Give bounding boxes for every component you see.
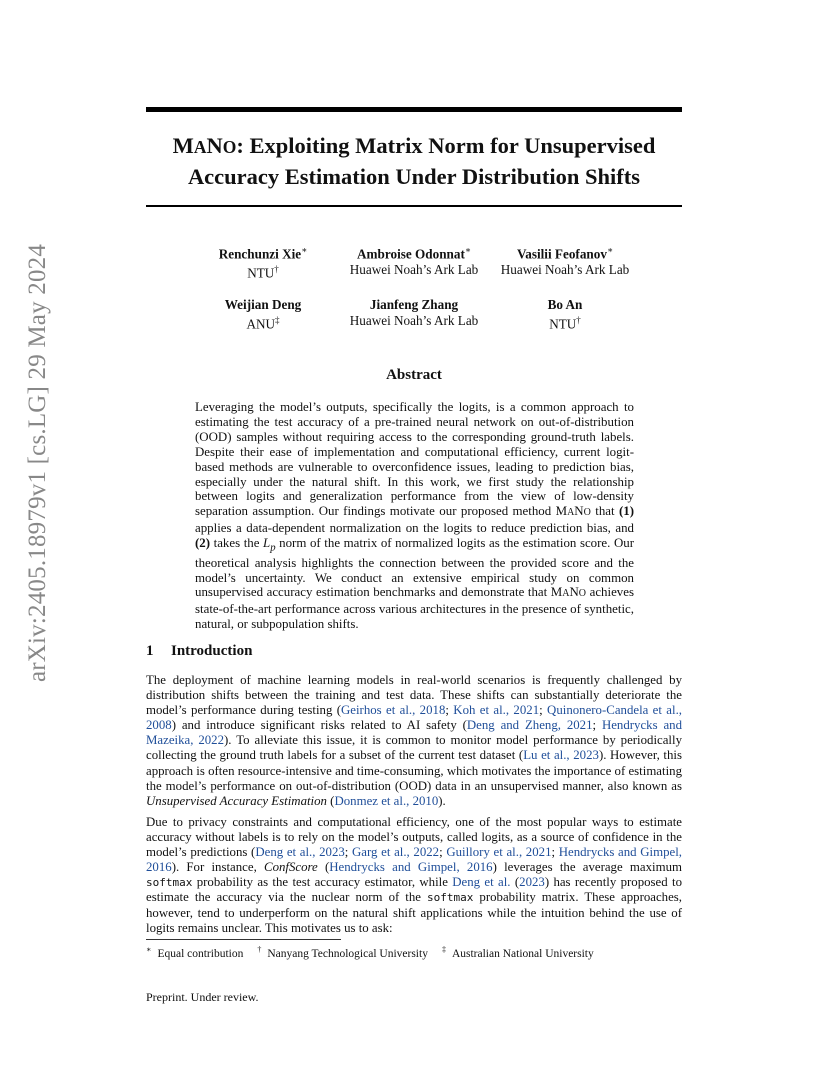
method-letter: N xyxy=(574,504,584,519)
citation-link[interactable]: 2023 xyxy=(519,875,545,890)
citation-link[interactable]: Garg et al., 2022 xyxy=(352,845,440,860)
citation-link[interactable]: Geirhos et al., 2018 xyxy=(341,703,446,718)
body-text: ; xyxy=(551,845,559,860)
body-text: ( xyxy=(317,860,330,875)
intro-paragraph-2 xyxy=(146,815,682,936)
affiliation-mark: ‡ xyxy=(275,314,280,325)
abstract-text: achieves state-of-the-art performance across various architectures in the presence of synthetic, natural, or subpopulation shifts. xyxy=(195,585,634,632)
body-text: ). However, this approach is often resource-intensive and time-consuming, which motivates the importance of estimating the model’s performance on out-of-distribution (OOD) data in an unsupervised manner, also known as xyxy=(146,748,682,793)
title-line2: Accuracy Estimation Under Distribution Shifts xyxy=(187,164,641,189)
body-text: probability matrix. These approaches, however, tend to underperform on the natural shift applications while the intuition behind the use of logits remains unclear. This motivates us to ask: xyxy=(146,890,683,935)
citation-link[interactable]: Koh et al., 2021 xyxy=(453,703,540,718)
body-text: Due to privacy constraints and computational efficiency, one of the most popular ways to estimate accuracy without labels is to rely on the model’s outputs, called logits, as a source of confidence in the model’s predictions ( xyxy=(146,815,682,860)
code-text: softmax xyxy=(427,891,474,905)
abstract-text: that xyxy=(590,504,619,519)
math-symbol: L xyxy=(263,536,271,551)
paper-title xyxy=(146,131,682,191)
preprint-note: Preprint. Under review. xyxy=(146,990,259,1004)
author-affiliation: Huawei Noah’s Ark Lab xyxy=(349,312,479,328)
body-text: ; xyxy=(539,703,548,718)
citation-link[interactable]: Lu et al., 2023 xyxy=(523,748,599,763)
section-number: 1 xyxy=(146,643,154,659)
citation-link[interactable]: Donmez et al., 2010 xyxy=(334,793,439,808)
method-smallcap: O xyxy=(578,588,587,600)
emphasis-text: Unsupervised Accuracy Estimation xyxy=(146,793,327,808)
author-name: Jianfeng Zhang xyxy=(369,297,459,312)
body-text: ; xyxy=(439,845,447,860)
section-heading xyxy=(146,643,252,660)
citation-link[interactable]: Quinonero-Candela et al., 2008 xyxy=(146,703,682,733)
enum-marker: (1) xyxy=(618,504,634,519)
author-affiliation: ANU xyxy=(246,315,276,331)
abstract-body xyxy=(195,400,634,632)
title-method-m: M xyxy=(172,133,194,158)
body-text: ). To alleviate this issue, it is common to monitor model performance by periodically collecting the ground truth labels for a subset of the current test dataset ( xyxy=(146,733,682,763)
author-affiliation: NTU xyxy=(247,265,275,281)
abstract-text: Leveraging the model’s outputs, specifically the logits, is a common approach to estimating the test accuracy of a pre-trained neural network on out-of-distribution (OOD) samples without requiring access to the corresponding ground-truth labels. Despite their ease of implementation and computational efficiency, current logit-based methods are vulnerable to overconfidence issues, leading to prediction bias, especially under the natural shift. In this work, we first study the relationship between logits and generalization performance from the view of low-density separation assumption. Our findings motivate our proposed method M xyxy=(195,400,634,519)
body-text: ) leverages the average maximum xyxy=(492,860,682,875)
author-name: Renchunzi Xie xyxy=(218,246,302,262)
method-smallcap: O xyxy=(583,507,591,519)
body-text: ). xyxy=(438,793,446,808)
body-text: ) has recently proposed to estimate the accuracy via the nuclear norm of the xyxy=(146,875,682,905)
body-text: ; xyxy=(344,845,353,860)
footnote-mark: ∗ xyxy=(146,945,152,954)
method-letter: N xyxy=(569,585,579,600)
footnote-rule xyxy=(146,939,341,940)
author-affiliation: NTU xyxy=(549,315,577,331)
title-method-o: O xyxy=(222,137,237,157)
title-top-rule xyxy=(146,107,682,112)
body-text: ( xyxy=(326,793,335,808)
footnote-mark: ‡ xyxy=(441,945,446,954)
body-text: ; xyxy=(592,718,602,733)
author-block xyxy=(475,297,655,331)
abstract-text: norm of the matrix of normalized logits as the estimation score. Our theoretical analysis highlights the connection between the provided score and the model’s uncertainty. We conduct an extensive empirical study on common unsupervised accuracy estimation benchmarks and demonstrate that M xyxy=(195,536,634,600)
body-text: ) and introduce significant risks related to AI safety ( xyxy=(171,718,467,733)
enum-marker: (2) xyxy=(195,536,211,551)
author-affiliation: Huawei Noah’s Ark Lab xyxy=(349,261,479,277)
citation-link[interactable]: Hendrycks and Gimpel, 2016 xyxy=(146,845,682,875)
author-mark: ∗ xyxy=(464,245,471,255)
body-text: ( xyxy=(510,875,520,890)
section-title: Introduction xyxy=(171,643,253,659)
body-text: ; xyxy=(445,703,454,718)
arxiv-id: arXiv:2405.18979v1 [cs.LG] 29 May 2024 xyxy=(24,243,51,683)
author-mark: ∗ xyxy=(606,245,614,255)
abstract-text: takes the xyxy=(210,536,264,551)
author-block xyxy=(475,243,655,277)
affiliation-mark: † xyxy=(576,314,581,325)
body-text: ). For instance, xyxy=(171,860,265,875)
citation-link[interactable]: Deng et al., 2023 xyxy=(255,845,345,860)
title-method-n: N xyxy=(206,133,223,158)
author-name: Bo An xyxy=(547,297,583,312)
author-mark: ∗ xyxy=(301,245,308,255)
body-text: probability as the test accuracy estimator, while xyxy=(192,875,453,890)
method-smallcap: A xyxy=(567,507,575,519)
method-smallcap: A xyxy=(562,588,570,600)
citation-link[interactable]: Guillory et al., 2021 xyxy=(446,845,552,860)
body-text: The deployment of machine learning models in real-world scenarios is frequently challenged by distribution shifts between the training and test data. These shifts can substantially deteriorate the model’s performance during testing ( xyxy=(146,673,682,718)
title-method-a: A xyxy=(193,137,207,157)
author-name: Weijian Deng xyxy=(224,297,302,312)
citation-link[interactable]: Hendrycks and Mazeika, 2022 xyxy=(146,718,682,748)
math-subscript: p xyxy=(270,541,276,554)
footnotes xyxy=(146,942,594,962)
emphasis-text: ConfScore xyxy=(264,860,318,875)
title-bottom-rule xyxy=(146,205,682,207)
affiliation-mark: † xyxy=(274,263,279,274)
citation-link[interactable]: Hendrycks and Gimpel, 2016 xyxy=(329,860,493,875)
title-line1-rest: : Exploiting Matrix Norm for Unsupervised xyxy=(236,133,656,158)
author-name: Ambroise Odonnat xyxy=(357,246,465,262)
footnote-text: Equal contribution xyxy=(157,947,244,960)
footnote-mark: † xyxy=(257,945,262,954)
intro-paragraph-1 xyxy=(146,673,682,809)
author-affiliation: Huawei Noah’s Ark Lab xyxy=(500,261,630,277)
abstract-heading: Abstract xyxy=(386,367,442,383)
citation-link[interactable]: Deng et al. xyxy=(452,875,511,890)
author-name: Vasilii Feofanov xyxy=(516,246,607,262)
footnote-text: Nanyang Technological University xyxy=(267,947,428,960)
code-text: softmax xyxy=(146,876,193,890)
abstract-text: applies a data-dependent normalization on the logits to reduce prediction bias, and xyxy=(195,521,634,536)
citation-link[interactable]: Deng and Zheng, 2021 xyxy=(466,718,593,733)
footnote-text: Australian National University xyxy=(451,947,594,960)
